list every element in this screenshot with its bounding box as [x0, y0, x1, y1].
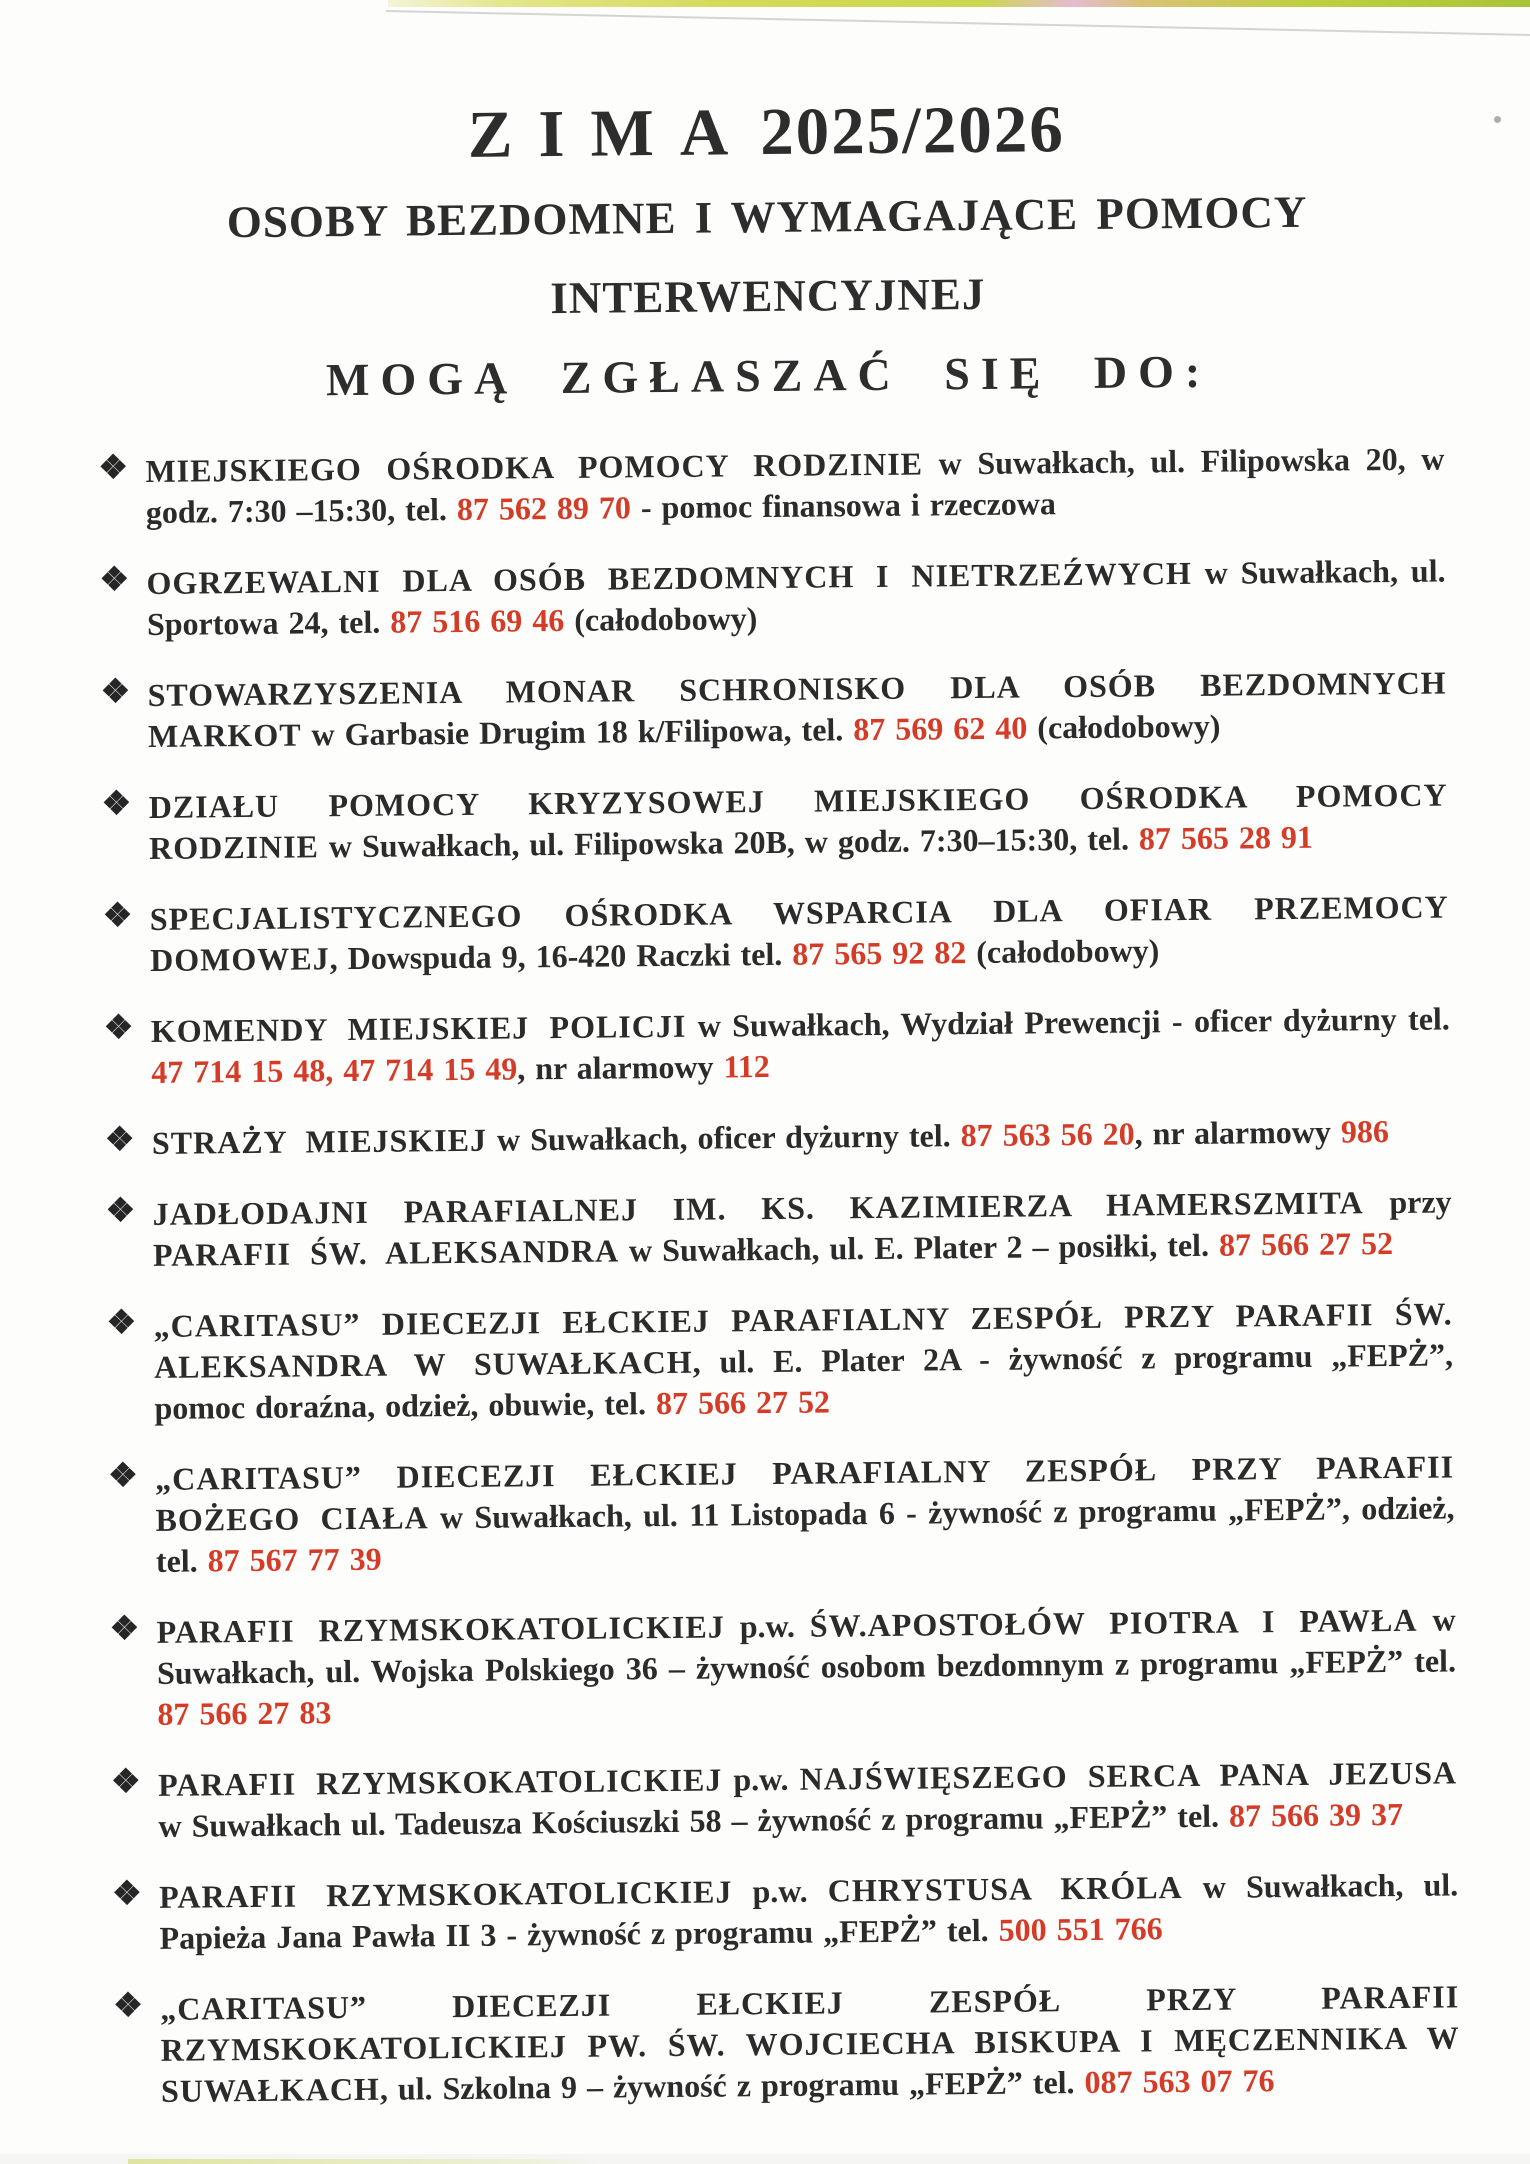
- document-header: [1, 83, 1530, 419]
- title-season: ZIMA: [467, 95, 755, 172]
- org-name-text: PARAFII ŚW. ALEKSANDRA: [152, 1232, 620, 1273]
- detail-text: w Suwałkach, ul. Filipowska 20, w godz. 7:30 –15:30, tel.: [145, 440, 1445, 530]
- diamond-bullet-icon: ❖: [103, 1010, 134, 1047]
- list-item: [113, 1976, 1460, 2112]
- detail-text: w Garbasie Drugim 18 k/Filipowa, tel.: [301, 711, 854, 753]
- list-item: [109, 1599, 1456, 1735]
- diamond-bullet-icon: ❖: [104, 1122, 135, 1159]
- diamond-bullet-icon: ❖: [111, 1876, 142, 1913]
- item-text: [152, 1181, 1452, 1275]
- phone-number: 986: [1340, 1113, 1390, 1150]
- list-item: [105, 1110, 1451, 1164]
- detail-text: (całodobowy): [966, 932, 1160, 971]
- phone-number: 087 563 07 76: [1084, 2062, 1275, 2101]
- list-item: [103, 886, 1450, 981]
- diamond-bullet-icon: ❖: [102, 898, 133, 935]
- diamond-bullet-icon: ❖: [109, 1611, 140, 1648]
- item-text: [154, 1293, 1454, 1428]
- org-name-text: CHRYSTUSA KRÓLA: [827, 1869, 1183, 1909]
- list-item: [100, 662, 1447, 757]
- diamond-bullet-icon: ❖: [99, 562, 130, 599]
- detail-text: w Suwałkach, ul. 11 Listopada 6 - żywność z programu „FEPŻ”, odzież, tel.: [155, 1489, 1455, 1579]
- detail-text: , ul. E. Plater 2A - żywność z programu „FEPŻ”, pomoc doraźna, odzież, obuwie, tel.: [154, 1336, 1454, 1426]
- list-item: [105, 1181, 1452, 1276]
- item-text: [149, 774, 1449, 868]
- list-item: [108, 1446, 1455, 1582]
- list-item: [98, 439, 1445, 534]
- detail-text: w Suwałkach, ul. Wojska Polskiego 36 – żywność osobom bezdomnym z programu „FEPŻ” tel.: [156, 1601, 1457, 1691]
- detail-text: w Suwałkach ul. Tadeusza Kościuszki 58 – żywność z programu „FEPŻ” tel.: [158, 1797, 1230, 1844]
- detail-text: p.w.: [724, 1607, 810, 1645]
- detail-text: (całodobowy): [564, 600, 758, 638]
- diamond-bullet-icon: ❖: [110, 1764, 141, 1801]
- item-text: [151, 998, 1451, 1092]
- phone-number: 87 569 62 40: [853, 709, 1028, 748]
- item-text: [159, 1864, 1459, 1958]
- detail-text: w Suwałkach, ul. Filipowska 20B, w godz. 7:30–15:30, tel.: [318, 820, 1140, 865]
- phone-number: 87 562 89 70: [456, 489, 632, 527]
- diamond-bullet-icon: ❖: [101, 786, 132, 823]
- org-name-text: PARAFII RZYMSKOKATOLICKIEJ: [157, 1761, 723, 1803]
- detail-text: p.w.: [732, 1872, 828, 1910]
- title-years: 2025/2026: [759, 92, 1066, 170]
- diamond-bullet-icon: ❖: [100, 674, 131, 711]
- detail-text: w Suwałkach, ul. Papieża Jana Pawła II 3 - żywność z programu „FEPŻ” tel.: [159, 1866, 1459, 1956]
- detail-text: , nr alarmowy: [517, 1048, 724, 1087]
- detail-text: p.w.: [722, 1760, 800, 1798]
- item-text: [156, 1599, 1456, 1734]
- detail-text: , nr alarmowy: [1134, 1113, 1342, 1152]
- phone-number: 87 567 77 39: [207, 1540, 382, 1579]
- scan-bottom-left-sliver: [128, 2159, 598, 2164]
- detail-text: (całodobowy): [1027, 707, 1221, 746]
- bullet-list: [98, 439, 1460, 2113]
- phone-number: 87 516 69 46: [390, 601, 565, 640]
- phone-number: 87 566 39 37: [1228, 1795, 1404, 1834]
- org-name-text: STRAŻY MIEJSKIEJ: [151, 1121, 488, 1161]
- detail-text: w Suwałkach, oficer dyżurny tel.: [486, 1117, 961, 1158]
- org-name-text: ŚW.APOSTOŁÓW PIOTRA I PAWŁA: [809, 1601, 1418, 1644]
- org-name-text: „CARITASU” DIECEZJI EŁCKIEJ ZESPÓŁ PRZY PARAFII RZYMSKOKATOLICKIEJ PW. ŚW. WOJCIECHA BISKUPA I MĘCZENNIKA W SUWAŁKACH: [160, 1978, 1460, 2109]
- detail-text: w Suwałkach, ul. Sportowa 24, tel.: [146, 552, 1446, 642]
- list-item: [99, 550, 1446, 645]
- detail-text: w Suwałkach, Wydział Prewencji - oficer dyżurny tel.: [686, 1000, 1450, 1044]
- org-name-text: PARAFII RZYMSKOKATOLICKIEJ: [159, 1873, 733, 1915]
- org-name-text: DZIAŁU POMOCY KRYZYSOWEJ MIEJSKIEGO OŚRODKA POMOCY RODZINIE: [148, 776, 1448, 866]
- org-name-text: „CARITASU” DIECEZJI EŁCKIEJ PARAFIALNY ZESPÓŁ PRZY PARAFII BOŻEGO CIAŁA: [154, 1448, 1455, 1538]
- list-item: [104, 998, 1451, 1093]
- org-name-text: OGRZEWALNI DLA OSÓB BEZDOMNYCH I NIETRZEŹWYCH: [146, 554, 1193, 601]
- org-name-text: NAJŚWIĘSZEGO SERCA PANA JEZUSA: [799, 1754, 1458, 1797]
- org-name-text: „CARITASU” DIECEZJI EŁCKIEJ PARAFIALNY ZESPÓŁ PRZY PARAFII ŚW. ALEKSANDRA W SUWAŁKACH: [153, 1295, 1453, 1385]
- phone-number: 47 714 15 49: [343, 1050, 518, 1089]
- org-name-text: PARAFII RZYMSKOKATOLICKIEJ: [156, 1608, 725, 1650]
- detail-text: , ul. Szkolna 9 – żywność z programu „FEPŻ” tel.: [379, 2064, 1085, 2107]
- phone-number: 112: [723, 1048, 770, 1085]
- list-item: [102, 774, 1449, 869]
- page-title: [1, 83, 1530, 182]
- item-text: [145, 439, 1445, 533]
- diamond-bullet-icon: ❖: [105, 1193, 136, 1230]
- org-name-text: KOMENDY MIEJSKIEJ POLICJI: [150, 1007, 687, 1049]
- org-name-text: SPECJALISTYCZNEGO OŚRODKA WSPARCIA DLA OFIAR PRZEMOCY DOMOWEJ: [149, 888, 1449, 978]
- diamond-bullet-icon: ❖: [107, 1458, 138, 1495]
- item-text: [158, 1752, 1458, 1846]
- subtitle-line-2: INTERWENCYJNEJ: [550, 268, 986, 324]
- phone-number: 47 714 15 48,: [151, 1052, 334, 1090]
- org-name-text: STOWARZYSZENIA MONAR SCHRONISKO DLA OSÓB BEZDOMNYCH MARKOT: [147, 664, 1447, 754]
- phone-number: 500 551 766: [998, 1910, 1163, 1948]
- phone-number: 87 565 28 91: [1138, 818, 1314, 857]
- list-item: [111, 1752, 1458, 1847]
- phone-number: 87 566 27 52: [655, 1383, 831, 1422]
- detail-text: przy: [1363, 1183, 1452, 1221]
- phone-number: 87 563 56 20: [960, 1115, 1135, 1154]
- phone-number: 87 565 92 82: [792, 934, 967, 972]
- org-name-text: JADŁODAJNI PARAFIALNEJ IM. KS. KAZIMIERZA HAMERSZMITA: [152, 1184, 1364, 1232]
- detail-text: [333, 1052, 343, 1088]
- item-text: [155, 1446, 1455, 1581]
- item-text: [152, 1110, 1451, 1163]
- detail-text: w Suwałkach, ul. E. Plater 2 – posiłki, tel.: [618, 1226, 1220, 1269]
- list-item: [107, 1293, 1454, 1429]
- subtitle-line-1: OSOBY BEZDOMNE I WYMAGAJĄCE POMOCY: [226, 186, 1308, 248]
- diamond-bullet-icon: ❖: [113, 1988, 143, 2025]
- phone-number: 87 566 27 52: [1218, 1225, 1394, 1263]
- phone-number: 87 566 27 83: [157, 1694, 332, 1732]
- diamond-bullet-icon: ❖: [106, 1305, 137, 1342]
- list-item: [112, 1864, 1459, 1959]
- item-text: [150, 886, 1450, 980]
- item-text: [147, 662, 1447, 756]
- item-text: [160, 1976, 1460, 2111]
- diamond-bullet-icon: ❖: [98, 450, 129, 487]
- subtitle-line-3: MOGĄ ZGŁASZAĆ SIĘ DO:: [325, 345, 1212, 406]
- item-text: [146, 550, 1446, 644]
- detail-text: , Dowspuda 9, 16-420 Raczki tel.: [329, 935, 793, 977]
- org-name-text: MIEJSKIEGO OŚRODKA POMOCY RODZINIE: [145, 445, 924, 489]
- detail-text: - pomoc finansowa i rzeczowa: [630, 485, 1057, 526]
